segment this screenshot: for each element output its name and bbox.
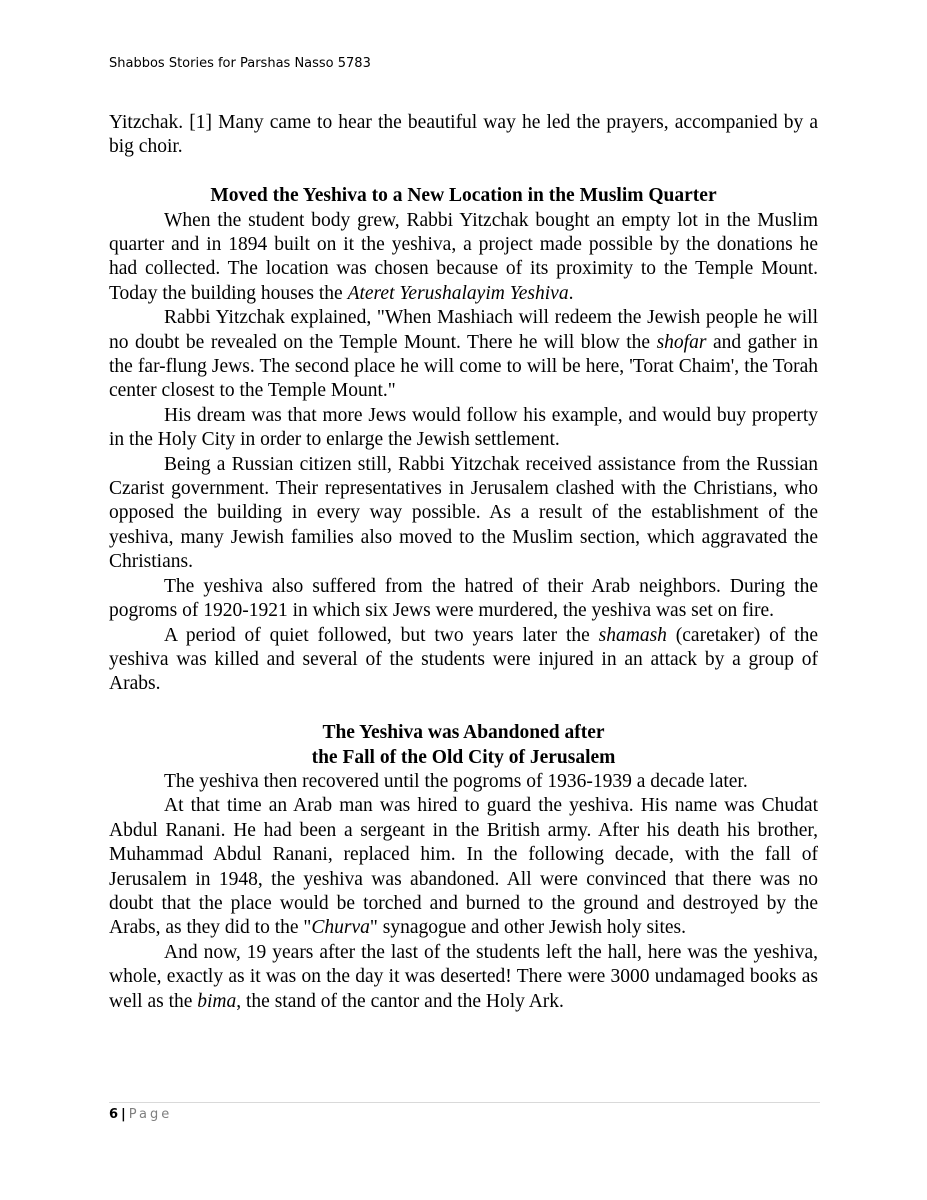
- paragraph-continuation: Yitzchak. [1] Many came to hear the beautiful way he led the prayers, accompanied by a big choir.: [109, 112, 818, 158]
- paragraph: The yeshiva then recovered until the pogroms of 1936-1939 a decade later.: [164, 770, 748, 792]
- paragraph: And now, 19 years after the last of the students left the hall, here was the yeshiva, whole, exactly as it was on the day it was deserted! There were 3000 undamaged books as well as the bima, the stand of the cantor and the Holy Ark.: [109, 941, 818, 1012]
- paragraph: Being a Russian citizen still, Rabbi Yitzchak received assistance from the Russian Czarist government. Their representatives in Jerusalem clashed with the Christians, who opposed the building in every way possible. As a result of the establishment of the yeshiva, many Jewish families also moved to the Muslim section, which aggravated the Christians.: [109, 453, 818, 573]
- paragraph: At that time an Arab man was hired to guard the yeshiva. His name was Chudat Abdul Ranani. He had been a sergeant in the British army. After his death his brother, Muhammad Abdul Ranani, replaced him. In the following decade, with the fall of Jerusalem in 1948, the yeshiva was abandoned. All were convinced that there was no doubt that the place would be torched and burned to the ground and destroyed by the Arabs, as they did to the "Churva" synagogue and other Jewish holy sites.: [109, 795, 818, 939]
- paragraph: Rabbi Yitzchak explained, "When Mashiach will redeem the Jewish people he will no doubt be revealed on the Temple Mount. There he will blow the shofar and gather in the far-flung Jews. The second place he will come to will be here, 'Torat Chaim', the Torah center closest to the Temple Mount.": [109, 307, 819, 402]
- section-heading-abandoned-line1: The Yeshiva was Abandoned after: [322, 722, 605, 744]
- footer-separator: |: [121, 1107, 126, 1122]
- paragraph: When the student body grew, Rabbi Yitzchak bought an empty lot in the Muslim quarter and in 1894 built on it the yeshiva, a project made possible by the donations he had collected. The location was chosen because of its proximity to the Temple Mount. Today the building houses the Ateret Yerushalayim Yeshiva.: [109, 209, 818, 304]
- page-number: 6: [109, 1107, 119, 1122]
- footer-divider: [109, 1102, 820, 1103]
- section-gap: [109, 160, 818, 184]
- paragraph: The yeshiva also suffered from the hatred of their Arab neighbors. During the pogroms of 1920-1921 in which six Jews were murdered, the yeshiva was set on fire.: [109, 575, 818, 622]
- section-gap: [109, 697, 818, 721]
- section-heading-new-location: Moved the Yeshiva to a New Location in the Muslim Quarter: [210, 185, 717, 207]
- paragraph: His dream was that more Jews would follow his example, and would buy property in the Holy City in order to enlarge the Jewish settlement.: [109, 404, 818, 451]
- page-label: Page: [128, 1107, 173, 1122]
- page-footer: [109, 1106, 172, 1124]
- document-body: [109, 111, 818, 1014]
- paragraph: A period of quiet followed, but two years later the shamash (caretaker) of the yeshiva was killed and several of the students were injured in an attack by a group of Arabs.: [109, 624, 818, 695]
- page-header: Shabbos Stories for Parshas Nasso 5783: [109, 56, 371, 71]
- section-heading-abandoned-line2: the Fall of the Old City of Jerusalem: [311, 746, 616, 768]
